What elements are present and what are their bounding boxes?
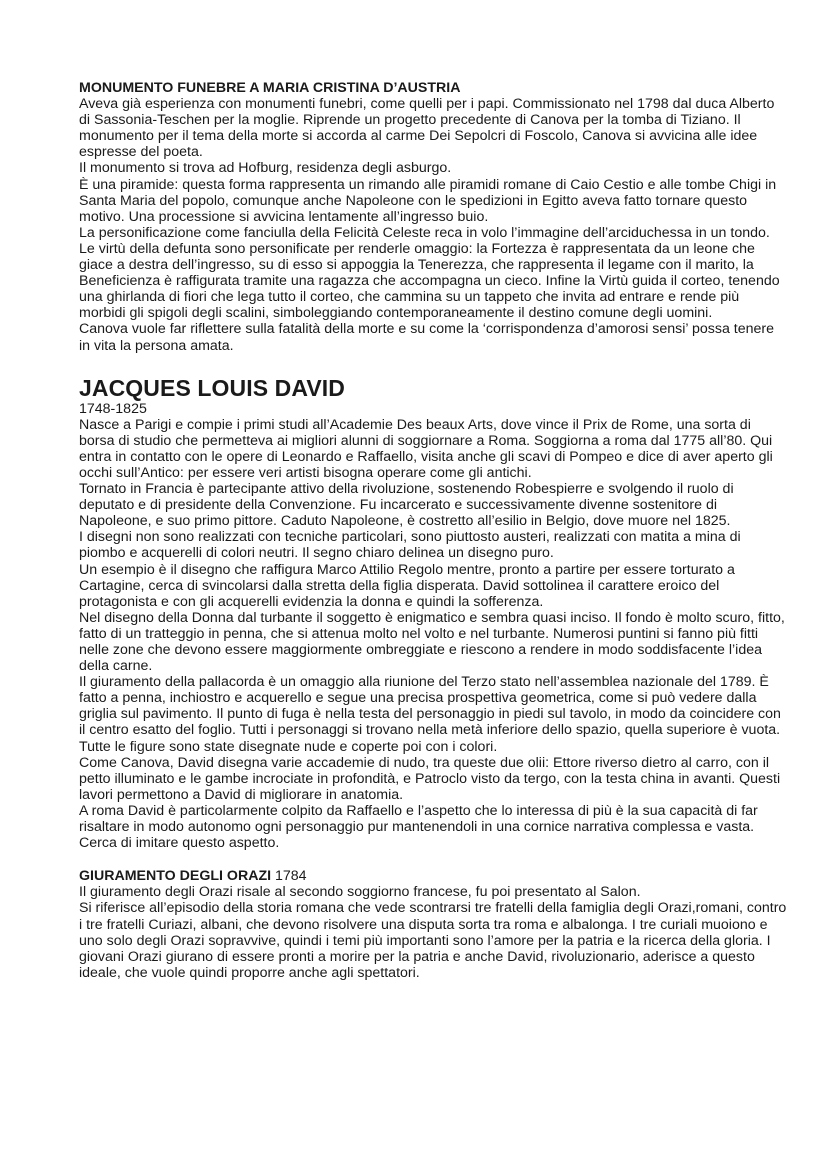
paragraph: A roma David è particolarmente colpito da Raffaello e l’aspetto che lo interessa di più è la sua capacità di far risaltare in modo autonomo ogni personaggio pur mantenendoli in una cornice narrativa complessa e vasta. Cerca di imitare questo aspetto. (79, 802, 758, 852)
paragraph: Come Canova, David disegna varie accademie di nudo, tra queste due olii: Ettore riverso dietro al carro, con il petto illuminato e le gambe incrociate in profondità, e Patroclo visto da tergo, con la testa china in avanti. Questi lavori permettono a David di migliorare in anatomia. (79, 754, 781, 803)
chapter-heading: JACQUES LOUIS DAVID (79, 374, 346, 401)
section-jacques-louis-david (79, 375, 788, 852)
section-title: MONUMENTO FUNEBRE A MARIA CRISTINA D’AUSTRIA (79, 80, 461, 96)
paragraph: Un esempio è il disegno che raffigura Marco Attilio Regolo mentre, pronto a partire per essere torturato a Cartagine, cerca di svincolarsi dalla stretta della figlia disperata. David sottolinea il carattere eroico del protagonista e con gli acquerelli evidenzia la donna e quindi la sofferenza. (79, 561, 735, 610)
section-giuramento-orazi (79, 868, 788, 981)
paragraph: Il monumento si trova ad Hofburg, residenza degli asburgo. (79, 160, 452, 177)
paragraph: Aveva già esperienza con monumenti funebri, come quelli per i papi. Commissionato nel 1798 dal duca Alberto di Sassonia-Teschen per la moglie. Riprende un progetto precedente di Canova per la tomba di Tiziano. Il monumento per il tema della morte si accorda al carme Dei Sepolcri di Foscolo, Canova si avvicina alle idee espresse del poeta. (79, 96, 775, 161)
paragraph: La personificazione come fanciulla della Felicità Celeste reca in volo l’immagine dell’arciduchessa in un tondo. Le virtù della defunta sono personificate per renderle omaggio: la Fortezza è rappresentata da un leone che giace a destra dell’ingresso, su di esso si appoggia la Tenerezza, che rappresenta il legame con il marito, la Beneficienza è raffigurata tramite una ragazza che accompagna un cieco. Infine la Virtù guida il corteo, tenendo una ghirlanda di fiori che lega tutto il corteo, che cammina su un tappeto che invita ad entrare e rende più morbidi gli spigoli degli scalini, simboleggiando contemporaneamente il destino comune degli uomini. (79, 224, 780, 322)
section-monumento-funebre (79, 80, 788, 354)
paragraph: Nel disegno della Donna dal turbante il soggetto è enigmatico e sembra quasi inciso. Il fondo è molto scuro, fitto, fatto di un tratteggio in penna, che si attenua molto nel volto e nel turbante. Numerosi puntini si fanno più fitti nelle zone che devono essere maggiormente ombreggiate e riescono a rendere in modo soddisfacente l’idea della carne. (79, 609, 785, 675)
paragraph: Si riferisce all’episodio della storia romana che vede scontrarsi tre fratelli della famiglia degli Orazi,romani, contro i tre fratelli Curiazi, albani, che devono risolvere una disputa sorta tra roma e albalonga. I tre curiali muoiono e uno solo degli Orazi sopravvive, quindi i temi più importanti sono l’amore per la patria e la ricerca della gloria. I giovani Orazi giurano di essere pronti a morire per la patria e anche David, rivoluzionario, aderisce a questo ideale, che vuole quindi proporre anche agli spettatori. (79, 900, 787, 981)
paragraph: È una piramide: questa forma rappresenta un rimando alle piramidi romane di Caio Cestio e alle tombe Chigi in Santa Maria del popolo, comunque anche Napoleone con le spedizioni in Egitto aveva fatto tornare questo motivo. Una processione si avvicina lentamente all’ingresso buio. (79, 176, 777, 225)
life-dates: 1748-1825 (79, 400, 147, 417)
section-title-text: GIURAMENTO DEGLI ORAZI (79, 868, 272, 885)
paragraph: Il giuramento della pallacorda è un omaggio alla riunione del Terzo stato nell’assemblea nazionale del 1789. È fatto a penna, inchiostro e acquerello e segue una precisa prospettiva geometrica, come si può vedere dalla griglia sul pavimento. Il punto di fuga è nella testa del personaggio in piedi sul tavolo, in modo da coincidere con il centro esatto del foglio. Tutti i personaggi si trovano nella metà inferiore dello spazio, quella superiore è vuota. Tutte le figure sono state disegnate nude e coperte poi con i colori. (79, 674, 781, 755)
paragraph: Nasce a Parigi e compie i primi studi all’Academie Des beaux Arts, dove vince il Prix de Rome, una sorta di borsa di studio che permetteva ai migliori alunni di soggiornare a Roma. Soggiorna a roma dal 1775 all’80. Qui entra in contatto con le opere di Leonardo e Raffaello, visita anche gli scavi di Pompeo e dice di aver aperto gli occhi sull’Antico: per essere veri artisti bisogna operare come gli antichi. (79, 416, 773, 481)
paragraph: Tornato in Francia è partecipante attivo della rivoluzione, sostenendo Robespierre e svolgendo il ruolo di deputato e di presidente della Convenzione. Fu incarcerato e successivamente divenne sostenitore di Napoleone, e suo primo pittore. Caduto Napoleone, è costretto all’esilio in Belgio, dove muore nel 1825. (79, 481, 734, 530)
section-title (79, 868, 788, 884)
section-spacer (79, 851, 788, 868)
paragraph: I disegni non sono realizzati con tecniche particolari, sono piuttosto austeri, realizzati con matita a mina di piombo e acquerelli di colori neutri. Il segno chiaro delinea un disegno puro. (79, 529, 741, 562)
paragraph: Il giuramento degli Orazi risale al secondo soggiorno francese, fu poi presentato al Salon. (79, 884, 641, 901)
paragraph: Canova vuole far riflettere sulla fatalità della morte e su come la ‘corrispondenza d’amorosi sensi’ possa tenere in vita la persona amata. (79, 321, 775, 354)
section-year: 1784 (275, 868, 307, 885)
